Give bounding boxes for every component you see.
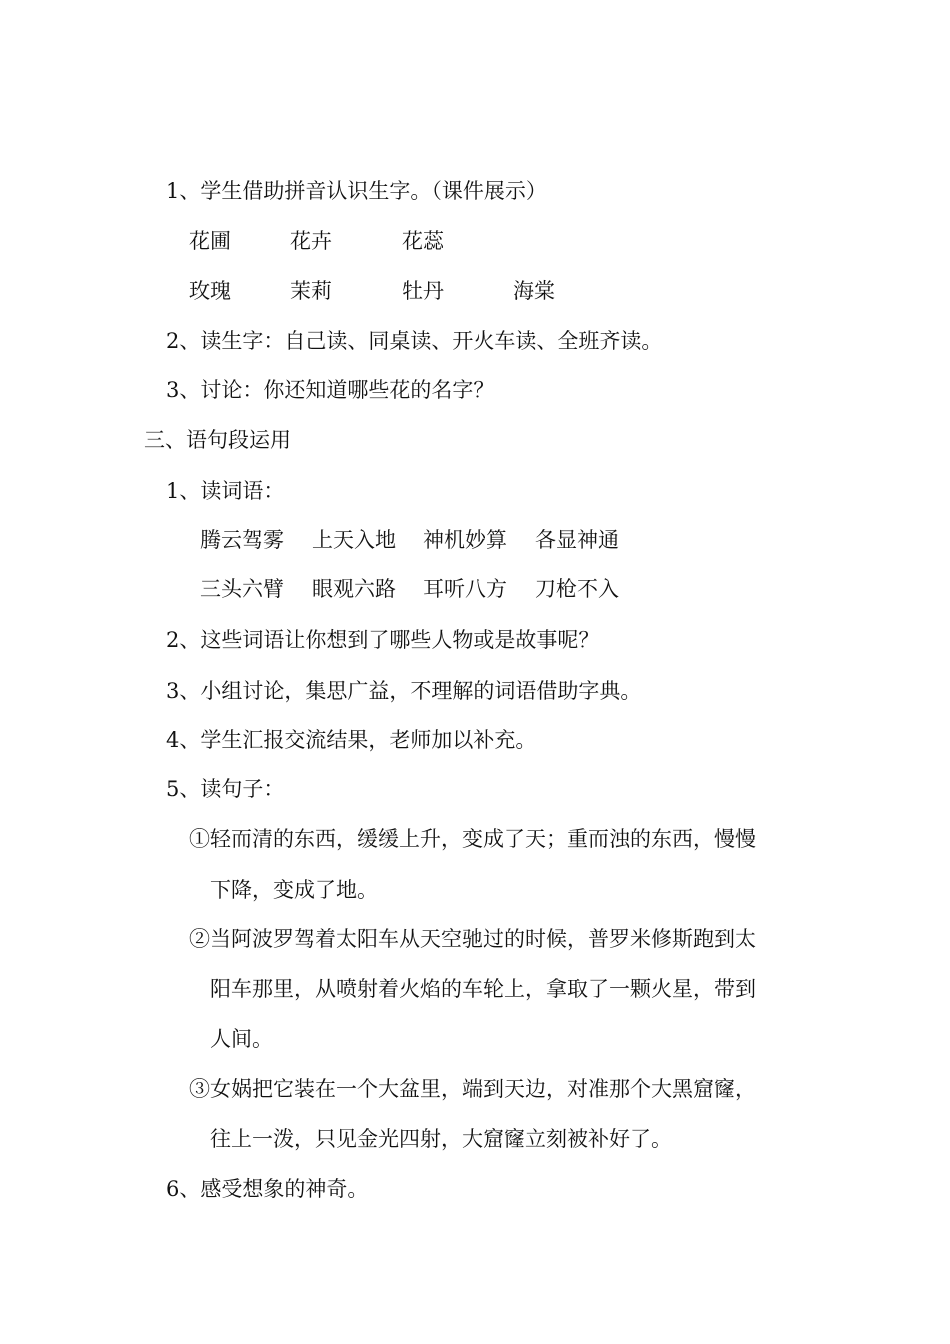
- list-item-read-characters: 2、读生字：自己读、同桌读、开火车读、全班齐读。: [166, 329, 663, 353]
- sentence-line: 阳车那里，从喷射着火焰的车轮上，拿取了一颗火星，带到: [210, 977, 756, 1001]
- sentence-line: 人间。: [210, 1027, 273, 1051]
- word: 玫瑰: [189, 279, 231, 303]
- list-item-read-sentences: 5、读句子：: [166, 777, 285, 801]
- list-item-discussion: 3、讨论：你还知道哪些花的名字？: [166, 378, 495, 402]
- list-item-recognize-characters: 1、学生借助拼音认识生字。（课件展示）: [166, 179, 547, 203]
- idiom: 耳听八方: [423, 577, 507, 601]
- sentence-line: ②当阿波罗驾着太阳车从天空驰过的时候，普罗米修斯跑到太: [189, 927, 756, 951]
- list-item-group-discussion: 3、小组讨论，集思广益，不理解的词语借助字典。: [166, 679, 642, 703]
- sentence-line: ③女娲把它装在一个大盆里，端到天边，对准那个大黑窟窿，: [189, 1077, 756, 1101]
- idiom: 各显神通: [535, 528, 619, 552]
- idiom: 三头六臂: [200, 577, 284, 601]
- sentence-line: 下降，变成了地。: [210, 878, 378, 902]
- word: 花圃: [189, 229, 231, 253]
- list-item-associations: 2、这些词语让你想到了哪些人物或是故事呢？: [166, 628, 600, 652]
- section-heading: 三、语句段运用: [144, 428, 291, 452]
- list-item-feel-imagination: 6、感受想象的神奇。: [166, 1177, 369, 1201]
- word: 花蕊: [402, 229, 444, 253]
- word: 花卉: [290, 229, 332, 253]
- idiom: 上天入地: [312, 528, 396, 552]
- idiom: 神机妙算: [423, 528, 507, 552]
- idiom: 刀枪不入: [535, 577, 619, 601]
- sentence-line: 往上一泼，只见金光四射，大窟窿立刻被补好了。: [210, 1127, 672, 1151]
- list-item-read-words: 1、读词语：: [166, 479, 285, 503]
- idiom: 眼观六路: [312, 577, 396, 601]
- idiom: 腾云驾雾: [200, 528, 284, 552]
- word: 茉莉: [290, 279, 332, 303]
- list-item-report: 4、学生汇报交流结果，老师加以补充。: [166, 728, 537, 752]
- word: 海棠: [513, 279, 555, 303]
- word: 牡丹: [402, 279, 444, 303]
- sentence-line: ①轻而清的东西，缓缓上升，变成了天；重而浊的东西，慢慢: [189, 827, 756, 851]
